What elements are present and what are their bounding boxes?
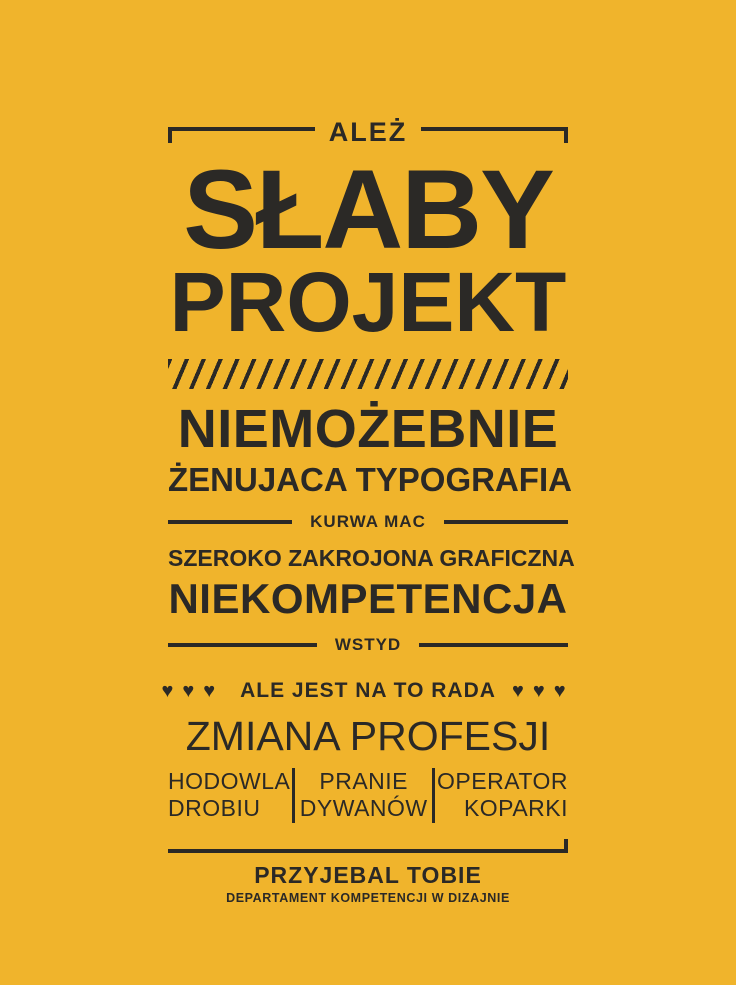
hearts-row	[161, 679, 575, 703]
kicker-text: ALEŻ	[328, 117, 408, 147]
remedy-title: ZMIANA PROFESJI	[185, 713, 551, 760]
bracket-rule-right	[421, 127, 568, 143]
profession-operator-koparki	[437, 768, 568, 822]
typographic-poster	[161, 0, 575, 906]
bottom-bracket-rule	[168, 839, 568, 853]
column-divider	[432, 768, 435, 822]
rule-right	[444, 520, 568, 524]
profession-line2: DROBIU	[168, 795, 261, 822]
professions-row	[168, 768, 568, 822]
rule-label-kurwa-mac: KURWA MAC	[310, 511, 426, 531]
footer-departament: DEPARTAMENT KOMPETENCJI W DIZAJNIE	[226, 890, 510, 905]
slash-divider-pattern	[168, 359, 568, 389]
rule-left	[168, 643, 317, 647]
rule-row-wstyd	[168, 635, 568, 655]
profession-line2: KOPARKI	[463, 795, 568, 822]
profession-pranie-dywanow	[297, 768, 430, 822]
profession-hodowla-drobiu	[168, 768, 290, 822]
bracket-rule-left	[168, 127, 315, 143]
poster-title-line2: PROJEKT	[169, 254, 567, 349]
hearts-icon-left: ♥♥♥	[161, 680, 225, 703]
subtitle-niekompetencja: NIEKOMPETENCJA	[168, 575, 568, 623]
subtitle-typografia: ŻENUJACA TYPOGRAFIA	[168, 461, 572, 499]
profession-line1: HODOWLA	[168, 768, 291, 795]
rule-label-wstyd: WSTYD	[334, 635, 402, 655]
column-divider	[292, 768, 295, 822]
hearts-label: ALE JEST NA TO RADA	[240, 679, 496, 703]
profession-line1: PRANIE	[319, 768, 409, 795]
subtitle-niemozebnie: NIEMOŻEBNIE	[177, 398, 559, 459]
poster-title-line1: SŁABY	[183, 146, 553, 272]
profession-line1: OPERATOR	[437, 768, 568, 795]
rule-right	[419, 643, 568, 647]
profession-line2: DYWANÓW	[299, 795, 428, 822]
line-szeroko: SZEROKO ZAKROJONA GRAFICZNA	[168, 544, 575, 571]
rule-row-kurwa-mac	[168, 512, 568, 532]
hearts-icon-right: ♥♥♥	[511, 680, 575, 703]
kicker-row	[168, 118, 568, 148]
rule-left	[168, 520, 292, 524]
footer-przyjebal: PRZYJEBAL TOBIE	[254, 861, 482, 888]
